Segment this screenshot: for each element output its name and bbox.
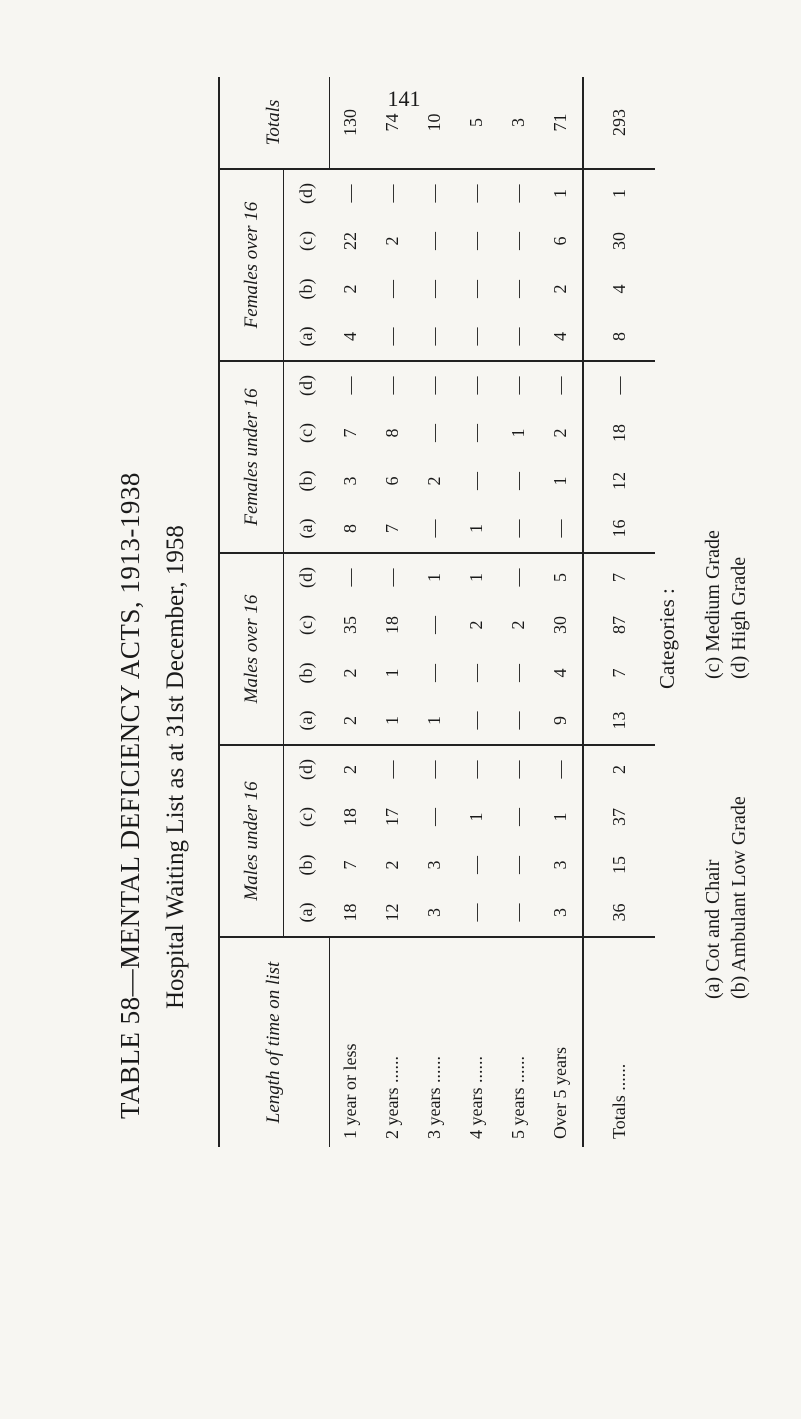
table-cell: 30 bbox=[608, 232, 629, 250]
waiting-list-table bbox=[218, 77, 655, 1147]
table-cell: — bbox=[456, 313, 498, 361]
table-cell: — bbox=[466, 664, 486, 682]
table-cell: 7 bbox=[608, 573, 629, 582]
table-cell: — bbox=[382, 280, 402, 298]
row-label: 4 years ...... bbox=[466, 1056, 486, 1139]
table-cell: — bbox=[372, 313, 414, 361]
table-cell: 7 bbox=[339, 860, 360, 870]
table-row bbox=[372, 77, 414, 1147]
totals-row bbox=[583, 77, 655, 1147]
category-header: (d) bbox=[296, 183, 316, 204]
table-cell: — bbox=[540, 745, 583, 793]
table-cell: 4 bbox=[540, 649, 583, 697]
table-cell: — bbox=[382, 184, 402, 203]
table-cell: — bbox=[508, 760, 528, 779]
table-cell: — bbox=[608, 376, 629, 395]
row-total: 71 bbox=[540, 77, 583, 169]
table-cell: 6 bbox=[540, 217, 583, 265]
table-cell: 1 bbox=[424, 573, 444, 582]
table-row bbox=[498, 77, 540, 1147]
table-cell: 18 bbox=[608, 424, 629, 442]
row-total: 74 bbox=[372, 77, 414, 169]
table-cell: 12 bbox=[372, 889, 414, 937]
table-cell: — bbox=[498, 313, 540, 361]
table-cell: — bbox=[382, 760, 402, 779]
row-label: 2 years ...... bbox=[382, 1056, 402, 1139]
table-cell: 1 bbox=[382, 668, 402, 678]
group-header: Males over 16 bbox=[219, 553, 284, 745]
table-cell: 8 bbox=[382, 428, 402, 438]
row-label: Totals ...... bbox=[608, 1063, 629, 1139]
table-cell: 1 bbox=[456, 505, 498, 553]
table-cell: — bbox=[540, 505, 583, 553]
page-number: 141 bbox=[387, 86, 421, 111]
table-cell: — bbox=[424, 808, 444, 826]
table-cell: 7 bbox=[372, 505, 414, 553]
table-cell: — bbox=[508, 376, 528, 395]
row-total: 3 bbox=[498, 77, 540, 169]
table-cell: 2 bbox=[540, 409, 583, 457]
table-cell: — bbox=[508, 280, 528, 298]
category-header: (d) bbox=[296, 375, 316, 396]
row-label: 3 years ...... bbox=[424, 1056, 444, 1139]
table-cell: 22 bbox=[339, 232, 360, 250]
table-cell: 5 bbox=[540, 553, 583, 601]
row-total: 5 bbox=[456, 77, 498, 169]
table-cell: 18 bbox=[329, 889, 372, 937]
table-cell: — bbox=[466, 760, 486, 779]
category-header: (c) bbox=[296, 615, 316, 635]
table-cell: — bbox=[424, 232, 444, 250]
row-total: 10 bbox=[414, 77, 456, 169]
table-cell: 3 bbox=[540, 889, 583, 937]
table-cell: — bbox=[466, 856, 486, 874]
table-cell: — bbox=[508, 664, 528, 682]
table-cell: 2 bbox=[424, 476, 444, 486]
table-cell: — bbox=[508, 856, 528, 874]
row-label: 1 year or less bbox=[340, 1043, 360, 1139]
table-row bbox=[329, 77, 372, 1147]
table-cell: — bbox=[508, 568, 528, 587]
category-legend-item: (c) Medium Grade bbox=[702, 530, 724, 679]
table-cell: — bbox=[339, 568, 360, 587]
table-cell: 1 bbox=[372, 697, 414, 745]
table-cell: 2 bbox=[339, 765, 360, 774]
table-cell: — bbox=[466, 184, 486, 203]
category-legend-item: (d) High Grade bbox=[728, 556, 750, 679]
table-cell: 16 bbox=[583, 505, 655, 553]
table-body bbox=[329, 77, 655, 1147]
table-cell: — bbox=[424, 376, 444, 395]
table-cell: — bbox=[339, 184, 360, 203]
table-cell: 8 bbox=[329, 505, 372, 553]
row-header: Length of time on list bbox=[219, 937, 329, 1147]
table-cell: 1 bbox=[466, 573, 486, 582]
table-cell: — bbox=[456, 697, 498, 745]
table-cell: 1 bbox=[540, 793, 583, 841]
table-cell: — bbox=[382, 376, 402, 395]
table-cell: — bbox=[540, 361, 583, 409]
row-label: 5 years ...... bbox=[508, 1056, 528, 1139]
table-cell: 1 bbox=[414, 697, 456, 745]
category-header: (a) bbox=[284, 697, 330, 745]
table-cell: 1 bbox=[466, 812, 486, 822]
table-cell: 4 bbox=[540, 313, 583, 361]
category-header: (c) bbox=[296, 807, 316, 827]
category-header: (b) bbox=[296, 662, 316, 684]
table-cell: — bbox=[424, 616, 444, 634]
table-cell: — bbox=[339, 376, 360, 395]
table-cell: 4 bbox=[608, 284, 629, 294]
table-cell: 7 bbox=[608, 668, 629, 678]
group-header: Males under 16 bbox=[219, 745, 284, 937]
table-cell: 6 bbox=[382, 476, 402, 486]
table-cell: — bbox=[466, 376, 486, 395]
table-cell: — bbox=[466, 424, 486, 442]
table-cell: — bbox=[508, 232, 528, 250]
table-cell: — bbox=[424, 760, 444, 779]
group-header: Females over 16 bbox=[219, 169, 284, 361]
table-cell: — bbox=[466, 280, 486, 298]
table-cell: 2 bbox=[540, 265, 583, 313]
table-cell: 3 bbox=[339, 476, 360, 486]
group-header: Females under 16 bbox=[219, 361, 284, 553]
table-cell: — bbox=[466, 472, 486, 490]
table-row bbox=[540, 77, 583, 1147]
category-header: (b) bbox=[296, 854, 316, 876]
category-header: (a) bbox=[284, 313, 330, 361]
category-legend-item: (a) Cot and Chair bbox=[702, 859, 724, 999]
table-cell: — bbox=[508, 808, 528, 826]
row-total: 130 bbox=[329, 77, 372, 169]
table-cell: — bbox=[414, 313, 456, 361]
table-cell: 2 bbox=[339, 668, 360, 678]
category-header: (b) bbox=[296, 470, 316, 492]
table-cell: — bbox=[414, 505, 456, 553]
category-header: (c) bbox=[296, 423, 316, 443]
table-cell: — bbox=[382, 568, 402, 587]
table-cell: 12 bbox=[608, 472, 629, 490]
table-cell: — bbox=[424, 664, 444, 682]
table-cell: 1 bbox=[508, 428, 528, 438]
table-cell: 2 bbox=[466, 620, 486, 630]
table-cell: 13 bbox=[583, 697, 655, 745]
table-cell: — bbox=[424, 184, 444, 203]
table-cell: 3 bbox=[424, 860, 444, 870]
category-header: (a) bbox=[284, 889, 330, 937]
table-cell: 2 bbox=[329, 697, 372, 745]
table-cell: 87 bbox=[608, 616, 629, 634]
category-header: (b) bbox=[296, 278, 316, 300]
categories-heading: Categories : bbox=[655, 588, 679, 689]
table-cell: — bbox=[508, 472, 528, 490]
table-cell: — bbox=[456, 889, 498, 937]
table-cell: 17 bbox=[382, 808, 402, 826]
table-cell: 18 bbox=[339, 808, 360, 826]
table-cell: 37 bbox=[608, 808, 629, 826]
table-row bbox=[414, 77, 456, 1147]
table-cell: 1 bbox=[540, 457, 583, 505]
table-subtitle: Hospital Waiting List as at 31st December, 1958 bbox=[162, 525, 189, 1009]
table-cell: 1 bbox=[608, 189, 629, 198]
table-row bbox=[456, 77, 498, 1147]
category-legend-item: (b) Ambulant Low Grade bbox=[728, 796, 750, 999]
table-cell: — bbox=[424, 424, 444, 442]
table-cell: — bbox=[498, 505, 540, 553]
table-cell: 35 bbox=[339, 616, 360, 634]
table-cell: — bbox=[498, 697, 540, 745]
totals-header: Totals bbox=[219, 77, 329, 169]
table-cell: — bbox=[424, 280, 444, 298]
table-cell: 2 bbox=[508, 620, 528, 630]
row-total: 293 bbox=[583, 77, 655, 169]
table-cell: 2 bbox=[382, 236, 402, 246]
table-cell: 2 bbox=[382, 860, 402, 870]
table-title: TABLE 58—MENTAL DEFICIENCY ACTS, 1913-1938 bbox=[115, 472, 145, 1119]
table-cell: 3 bbox=[414, 889, 456, 937]
table-cell: — bbox=[508, 184, 528, 203]
row-label: Over 5 years bbox=[540, 937, 583, 1147]
table-cell: 9 bbox=[540, 697, 583, 745]
table-cell: 8 bbox=[583, 313, 655, 361]
table-cell: 18 bbox=[382, 616, 402, 634]
table-cell: 2 bbox=[608, 765, 629, 774]
category-header: (d) bbox=[296, 567, 316, 588]
table-cell: 7 bbox=[339, 428, 360, 438]
table-cell: 30 bbox=[540, 601, 583, 649]
category-header: (a) bbox=[284, 505, 330, 553]
category-header: (d) bbox=[296, 759, 316, 780]
table-cell: 2 bbox=[339, 284, 360, 294]
table-cell: 15 bbox=[608, 856, 629, 874]
category-header: (c) bbox=[296, 231, 316, 251]
table-cell: — bbox=[466, 232, 486, 250]
table-cell: 3 bbox=[540, 841, 583, 889]
table-cell: 1 bbox=[540, 169, 583, 217]
table-cell: 4 bbox=[329, 313, 372, 361]
table-cell: 36 bbox=[583, 889, 655, 937]
table-cell: — bbox=[498, 889, 540, 937]
